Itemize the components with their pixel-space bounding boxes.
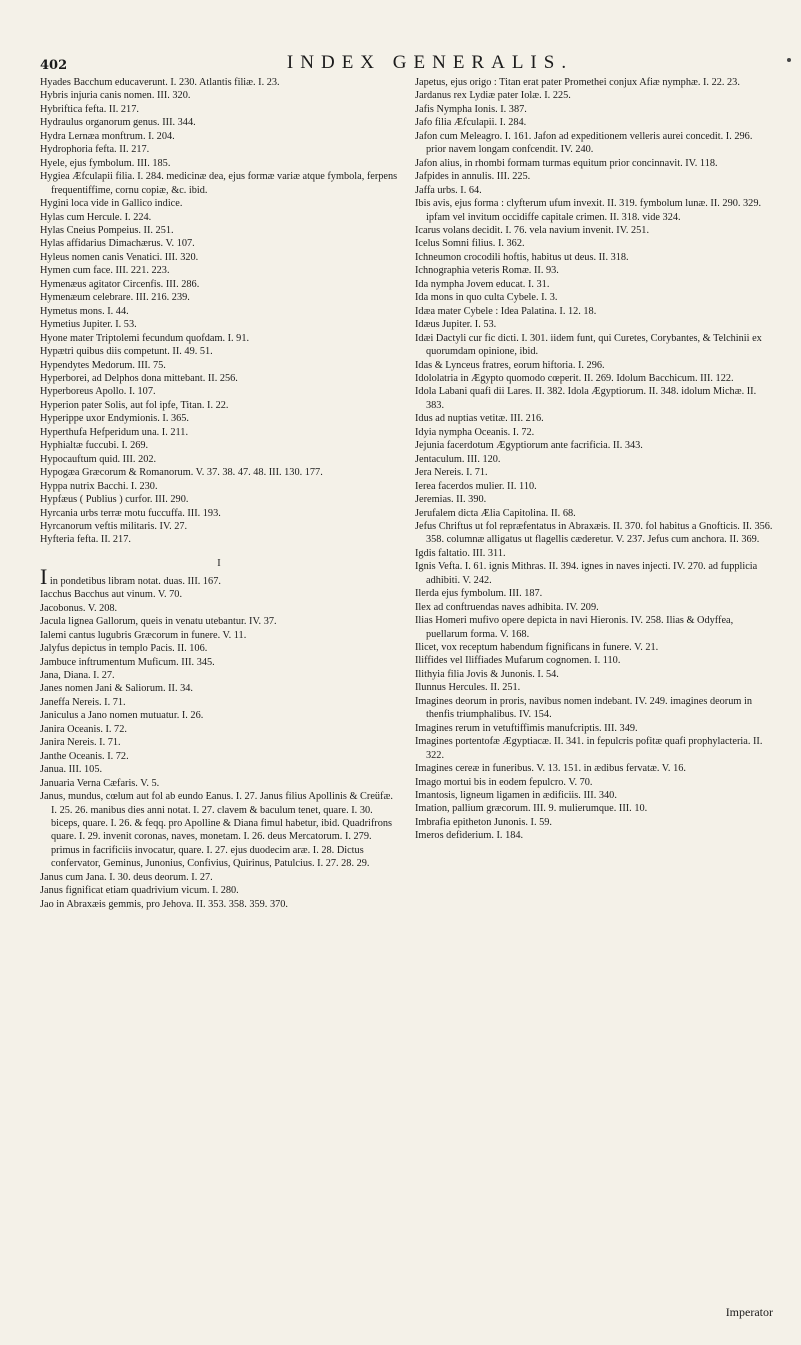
index-entry: Imagines rerum in vetuftiffimis manufcriptis. III. 349. [415,722,638,734]
index-entries-i [40,588,398,911]
index-entry: Iliffides vel Iliffiades Mufarum cognomen. I. 110. [415,655,621,667]
index-entry: Hyone mater Triptolemi fecundum quofdam. I. 91. [40,332,250,344]
index-entry: Imation, pallium græcorum. III. 9. mulierumque. III. 10. [415,803,648,815]
index-entry: Imagines portentofæ Ægyptiacæ. II. 341. in fepulcris pofitæ quafi prophylacteria. II. 322. [415,736,763,761]
index-entry: Janus, mundus, cœlum aut fol ab eundo Eanus. I. 27. Janus filius Apollinis & Creüfæ. I. 25. 26. manibus dies anni notat. I. 27. clavem & baculum tenet, quare. I. 30. biceps, quare. I. 26. & feqq. pro Apolline & Diana fimul habetur, ibid. Quadrifrons quare. I. 29. invenit coronas, naves, monetam. I. 26. deus Mercatorum. I. 279. primus in facrificiis invocatur, quare. I. 27. ejus duodecim aræ. I. 28. Dictus confervator, Geminus, Junonius, Confivius, Quirinus, Patulcius. I. 27. 28. 29. [40,791,393,870]
index-entry: Icarus volans decidit. I. 76. vela navium invenit. IV. 251. [415,224,650,236]
index-entry: Japetus, ejus origo : Titan erat pater Promethei conjux Afiæ nymphæ. I. 22. 23. [415,77,740,88]
index-entry: Idæi Dactyli cur fic dicti. I. 301. iidem funt, qui Curetes, Corybantes, & Telchinii ex quorumdam opinione, ibid. [415,332,762,358]
index-entry: Hyele, ejus fymbolum. III. 185. [40,157,171,169]
index-entry: Hydraulus organorum genus. III. 344. [40,117,196,129]
index-entry: Janua. III. 105. [40,764,103,776]
index-entry: Hypætri quibus diis competunt. II. 49. 51. [40,346,213,358]
index-entry: Jardanus rex Lydiæ pater Iolæ. I. 225. [415,90,571,102]
index-entry: Jambuce inftrumentum Muficum. III. 345. [40,656,215,668]
index-entry: Hymen cum face. III. 221. 223. [40,265,170,277]
index-entry: Hyades Bacchum educaverunt. I. 230. Atlantis filiæ. I. 23. [40,77,280,88]
index-entry: Janus cum Jana. I. 30. deus deorum. I. 27. [40,871,213,883]
index-entry: Janthe Oceanis. I. 72. [40,750,129,762]
index-entries-j [415,76,773,843]
index-entry: Jafpides in annulis. III. 225. [415,171,531,183]
index-entry: Hypocauftum quid. III. 202. [40,453,157,465]
index-entry: Hybriftica fefta. II. 217. [40,103,139,115]
index-entry: Jao in Abraxæis gemmis, pro Jehova. II. 353. 358. 359. 370. [40,898,288,910]
index-entry: Iacchus Bacchus aut vinum. V. 70. [40,589,183,601]
page-header [40,52,780,76]
index-entry: Hylas cum Hercule. I. 224. [40,211,152,223]
index-entry: Ilerda ejus fymbolum. III. 187. [415,588,543,600]
index-entry: Jentaculum. III. 120. [415,453,501,465]
index-entry: Januaria Verna Cæfaris. V. 5. [40,777,160,789]
index-entry: Jalyfus depictus in templo Pacis. II. 106. [40,643,208,655]
index-entry: Icelus Somni filius. I. 362. [415,238,525,250]
ink-speck [787,58,791,62]
index-entry: Hyrcania urbs terræ motu fuccuffa. III. 193. [40,507,221,519]
index-entry: Hypogæa Græcorum & Romanorum. V. 37. 38. 47. 48. III. 130. 177. [40,467,323,479]
index-entry: Idyia nympha Oceanis. I. 72. [415,426,535,438]
index-entry: Jafis Nympha Ionis. I. 387. [415,103,527,115]
index-entry: Hymenæum celebrare. III. 216. 239. [40,292,190,304]
index-entry: Hygini loca vide in Gallico indice. [40,198,183,210]
index-entry: Idæa mater Cybele : Idea Palatina. I. 12. 18. [415,305,597,317]
index-entry: Hypendytes Medorum. III. 75. [40,359,166,371]
running-title: INDEX GENERALIS. [286,52,574,73]
index-entry: Ilithyia filia Jovis & Junonis. I. 54. [415,668,559,680]
index-entry: Jacula lignea Gallorum, queis in venatu utebantur. IV. 37. [40,616,277,628]
index-entry: Hyperborei, ad Delphos dona mittebant. II. 256. [40,372,238,384]
index-entry: Ida mons in quo culta Cybele. I. 3. [415,292,558,304]
index-entry: Ida nympha Jovem educat. I. 31. [415,278,550,290]
index-entry: Ilicet, vox receptum habendum fignificans in funere. V. 21. [415,642,659,654]
index-entry: Ilex ad conftruendas naves adhibita. IV. 209. [415,601,599,613]
index-entries-h [40,76,398,547]
index-entry: Hylas affidarius Dimachærus. V. 107. [40,238,195,250]
index-entry: Janira Oceanis. I. 72. [40,723,127,735]
index-entry: Idæus Jupiter. I. 53. [415,319,497,331]
index-entry: Hyrcanorum veftis militaris. IV. 27. [40,520,188,532]
index-entry: Hyfteria fefta. II. 217. [40,534,131,546]
index-entry: Ilias Homeri mufivo opere depicta in navi Hieronis. IV. 258. Ilias & Odyffea, puellarum forma. V. 168. [415,615,734,640]
index-entry: Hydrophoria fefta. II. 217. [40,144,150,156]
index-entry: Ichneumon crocodili hoftis, habitus ut deus. II. 318. [415,251,629,263]
index-entry: Imagines cereæ in funeribus. V. 13. 151. in ædibus fervatæ. V. 16. [415,763,686,775]
dropcap-letter: I [40,563,48,589]
index-entry: Ignis Vefta. I. 61. ignis Mithras. II. 394. ignes in naves injecti. IV. 270. ad fupplicia adhibiti. V. 242. [415,561,758,586]
index-entry: Janes nomen Jani & Saliorum. II. 34. [40,683,194,695]
left-column [40,76,398,911]
index-entry: Janira Nereis. I. 71. [40,737,121,749]
index-entry: Idololatria in Ægypto quomodo cœperit. II. 269. Idolum Bacchicum. III. 122. [415,372,734,384]
index-entry: Jejunia facerdotum Ægyptiorum ante facrificia. II. 343. [415,440,643,452]
index-entry: Hyphialtæ fuccubi. I. 269. [40,440,149,452]
index-entry: Hygiea Æfculapii filia. I. 284. medicinæ dea, ejus formæ variæ atque fymbola, ferpens frequentiffime, cornu copiæ, &c. ibid. [40,171,398,196]
index-entry: Ichnographia veteris Romæ. II. 93. [415,265,559,277]
index-entry: Jafon alius, in rhombi formam turmas equitum prior concinnavit. IV. 118. [415,157,718,169]
dropcap-entry-text: in pondetibus libram notat. duas. III. 167. [49,575,221,587]
index-entry: Igdis faltatio. III. 311. [415,547,506,559]
page-number: 402 [40,58,68,73]
dropcap-entry [40,563,398,589]
catchword: Imperator [725,1305,773,1319]
index-entry: Hymenæus agitator Circenfis. III. 286. [40,278,200,290]
index-entry: Jaffa urbs. I. 64. [415,184,482,196]
index-entry: Ibis avis, ejus forma : clyfterum ufum invexit. II. 319. fymbolum lunæ. II. 290. 329. ipfam vel invitum occidiffe capitale crimen. II. 318. vide 324. [415,198,762,223]
index-entry: Hymetius Jupiter. I. 53. [40,319,137,331]
index-entry: Hyleus nomen canis Venatici. III. 320. [40,251,199,263]
index-entry: Hyperippe uxor Endymionis. I. 365. [40,413,189,425]
index-entry: Idola Labani quafi dii Lares. II. 382. Idola Ægyptiorum. II. 348. idolum Michæ. II. 383. [415,386,757,411]
index-entry: Hyperboreus Apollo. I. 107. [40,386,156,398]
index-entry: Hymetus mons. I. 44. [40,305,129,317]
index-entry: Janeffa Nereis. I. 71. [40,696,126,708]
index-entry: Jefus Chriftus ut fol repræfentatus in Abraxæis. II. 370. fol habitus a Gnofticis. II. 356. 358. columnæ alligatus ut flagellis cæderetur. V. 237. Jefus cum anchora. II. 369. [415,520,773,546]
index-entry: Jafon cum Meleagro. I. 161. Jafon ad expeditionem velleris aurei concedit. I. 296. prior navem longam confcendit. IV. 240. [415,130,753,156]
index-entry: Ialemi cantus lugubris Græcorum in funere. V. 11. [40,629,247,641]
index-entry: Hyperion pater Solis, aut fol ipfe, Titan. I. 22. [40,399,229,411]
index-entry: Imbrafia epitheton Junonis. I. 59. [415,816,552,828]
index-entry: Hydra Lernæa monftrum. I. 204. [40,130,175,142]
index-entry: Jana, Diana. I. 27. [40,670,115,682]
index-entry: Imagines deorum in proris, navibus nomen indebant. IV. 249. imagines deorum in thenfis triumphalibus. IV. 154. [415,695,752,721]
index-entry: Jeremias. II. 390. [415,494,487,506]
index-entry: Imago mortui bis in eodem fepulcro. V. 70. [415,776,593,788]
right-column [415,76,773,843]
index-entry: Hypfæus ( Publius ) curfor. III. 290. [40,494,189,506]
index-entry: Hybris injuria canis nomen. III. 320. [40,90,191,102]
index-entry: Imeros defiderium. I. 184. [415,830,524,842]
index-entry: Janiculus a Jano nomen mutuatur. I. 26. [40,710,204,722]
index-entry: Idus ad nuptias vetitæ. III. 216. [415,413,544,425]
index-entry: Hyppa nutrix Bacchi. I. 230. [40,480,158,492]
index-entry: Hylas Cneius Pompeius. II. 251. [40,224,174,236]
index-entry: Idas & Lynceus fratres, eorum hiftoria. I. 296. [415,359,605,371]
index-entry: Jafo filia Æfculapii. I. 284. [415,117,527,129]
index-entry: Hyperthufa Hefperidum una. I. 211. [40,426,189,438]
index-entry: Jera Nereis. I. 71. [415,467,488,479]
index-entry: Ierea facerdos mulier. II. 110. [415,480,537,492]
index-entry: Ilunnus Hercules. II. 251. [415,682,521,694]
index-entry: Jacobonus. V. 208. [40,602,118,614]
index-entry: Imantosis, ligneum ligamen in ædificiis. III. 340. [415,790,617,802]
section-letter-heading: I [217,557,221,569]
index-entry: Jerufalem dicta Ælia Capitolina. II. 68. [415,507,576,519]
index-entry: Janus fignificat etiam quadrivium vicum. I. 280. [40,885,239,897]
